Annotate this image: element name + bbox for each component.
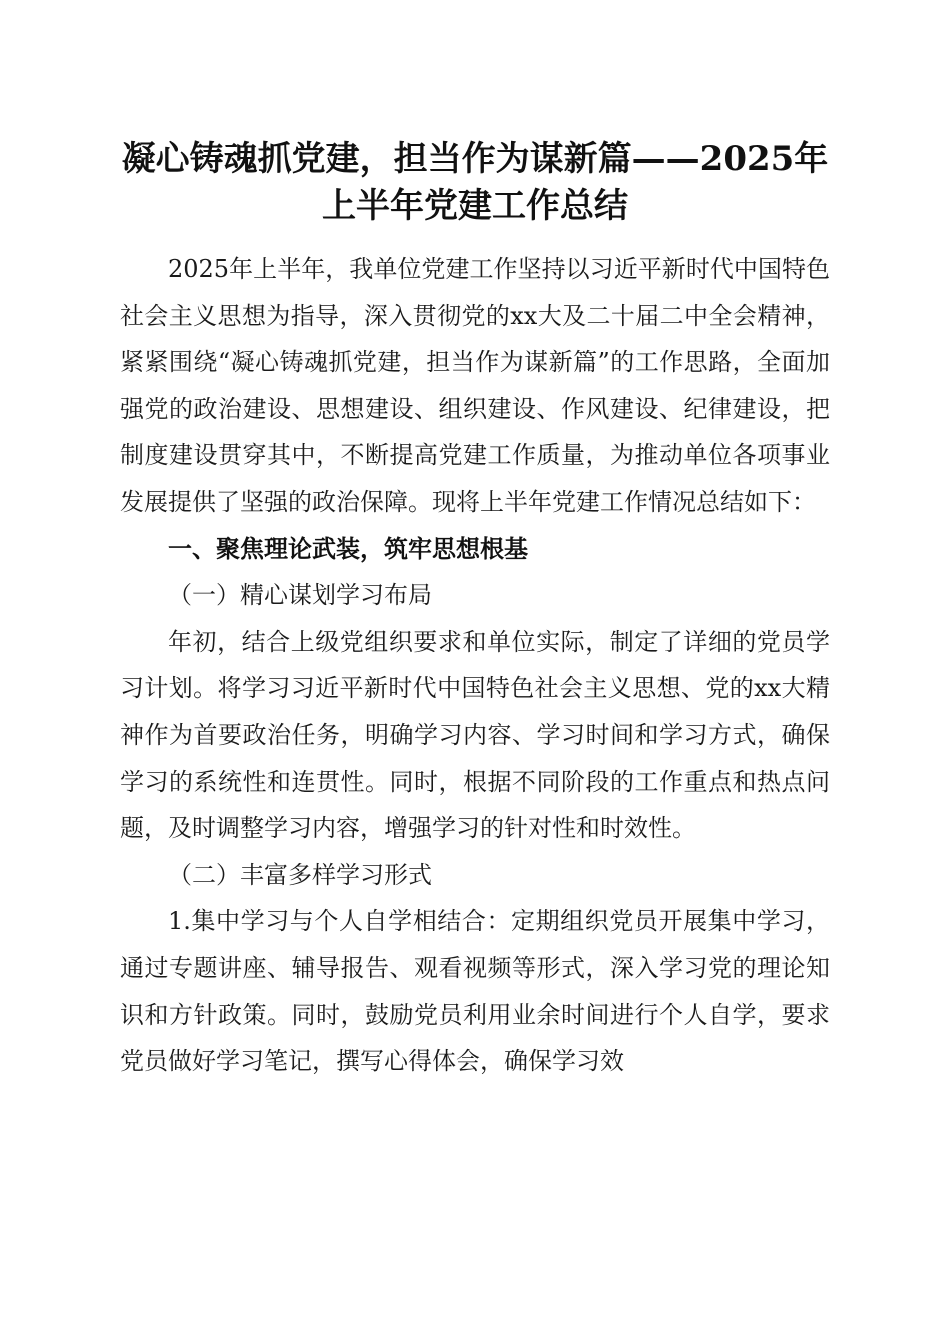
document-body <box>120 246 830 1085</box>
document-title: 凝心铸魂抓党建，担当作为谋新篇——2025年上半年党建工作总结 <box>121 139 829 226</box>
section-heading-1: 一、聚焦理论武装，筑牢思想根基 <box>168 534 528 563</box>
subsection-paragraph-1: 年初，结合上级党组织要求和单位实际，制定了详细的党员学习计划。将学习习近平新时代中国特色社会主义思想、党的xx大精神作为首要政治任务，明确学习内容、学习时间和学习方式，确保学习的系统性和连贯性。同时，根据不同阶段的工作重点和热点问题，及时调整学习内容，增强学习的针对性和时效性。 <box>120 627 830 843</box>
subsection-heading-2: （二）丰富多样学习形式 <box>168 860 432 889</box>
subsection-paragraph-2: 1.集中学习与个人自学相结合：定期组织党员开展集中学习，通过专题讲座、辅导报告、观看视频等形式，深入学习党的理论知识和方针政策。同时，鼓励党员利用业余时间进行个人自学，要求党员做好学习笔记，撰写心得体会，确保学习效 <box>120 907 830 1076</box>
subsection-heading-1: （一）精心谋划学习布局 <box>168 581 432 610</box>
intro-paragraph: 2025年上半年，我单位党建工作坚持以习近平新时代中国特色社会主义思想为指导，深入贯彻党的xx大及二十届二中全会精神，紧紧围绕“凝心铸魂抓党建，担当作为谋新篇”的工作思路，全面加强党的政治建设、思想建设、组织建设、作风建设、纪律建设，把制度建设贯穿其中，不断提高党建工作质量，为推动单位各项事业发展提供了坚强的政治保障。现将上半年党建工作情况总结如下： <box>120 255 830 516</box>
